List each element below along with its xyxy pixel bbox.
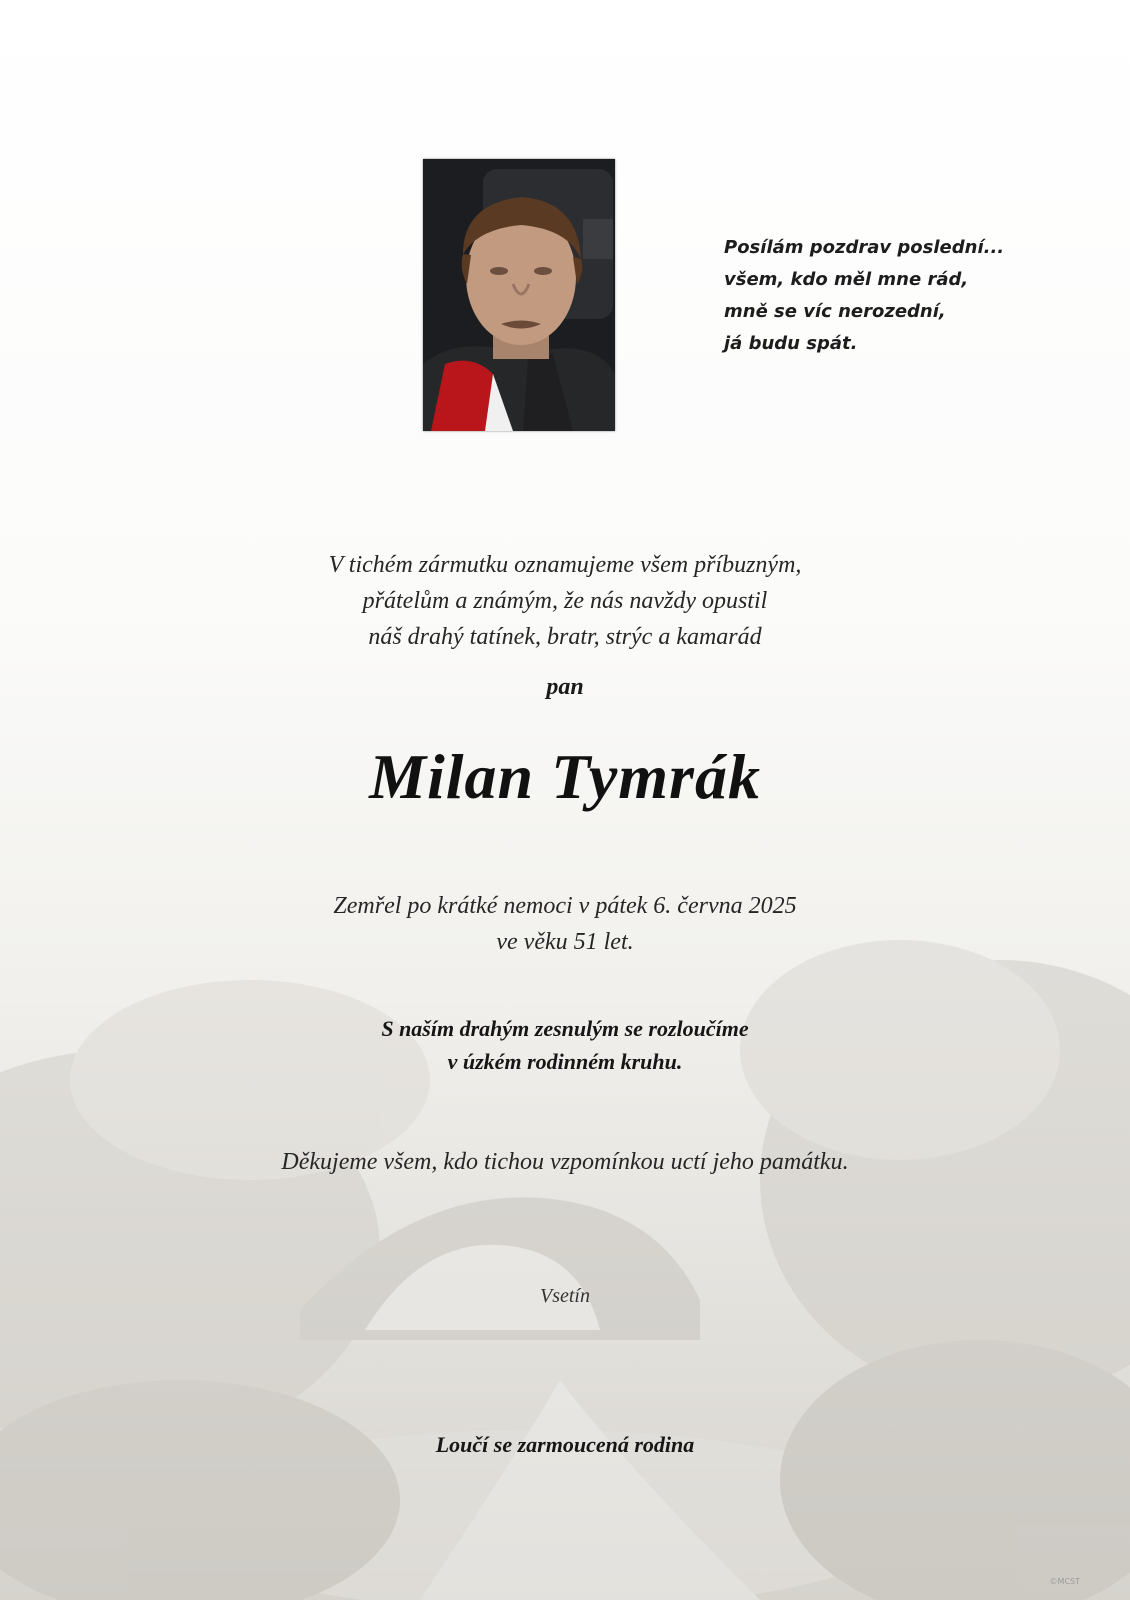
farewell-text xyxy=(0,1012,1130,1078)
poem-line: Posílám pozdrav poslední... xyxy=(724,237,1005,258)
thanks-text: Děkujeme všem, kdo tichou vzpomínkou uctí jeho památku. xyxy=(281,1149,849,1175)
farewell-line: S naším drahým zesnulým se rozloučíme xyxy=(381,1016,749,1041)
announcement-line: přátelům a známým, že nás navždy opustil xyxy=(362,588,768,614)
announcement-line: náš drahý tatínek, bratr, strýc a kamarád xyxy=(368,624,762,650)
farewell-line: v úzkém rodinném kruhu. xyxy=(447,1049,683,1074)
honorific: pan xyxy=(546,674,584,700)
portrait-photo-icon xyxy=(423,159,615,431)
poem xyxy=(724,232,1044,360)
announcement-text xyxy=(0,547,1130,655)
poem-line: já budu spát. xyxy=(724,333,858,354)
death-info xyxy=(0,888,1130,960)
watermark: ©MCST xyxy=(1049,1577,1080,1586)
poem-line: mně se víc nerozední, xyxy=(724,301,946,322)
deceased-name: Milan Tymrák xyxy=(369,741,761,812)
announcement-line: V tichém zármutku oznamujeme všem příbuzným, xyxy=(328,552,802,578)
death-info-line: ve věku 51 let. xyxy=(496,929,634,955)
death-info-line: Zemřel po krátké nemoci v pátek 6. června 2025 xyxy=(333,893,797,919)
place-name: Vsetín xyxy=(540,1285,590,1307)
poem-line: všem, kdo měl mne rád, xyxy=(724,269,969,290)
family-signature: Loučí se zarmoucená rodina xyxy=(435,1432,695,1457)
portrait-photo xyxy=(423,159,615,431)
